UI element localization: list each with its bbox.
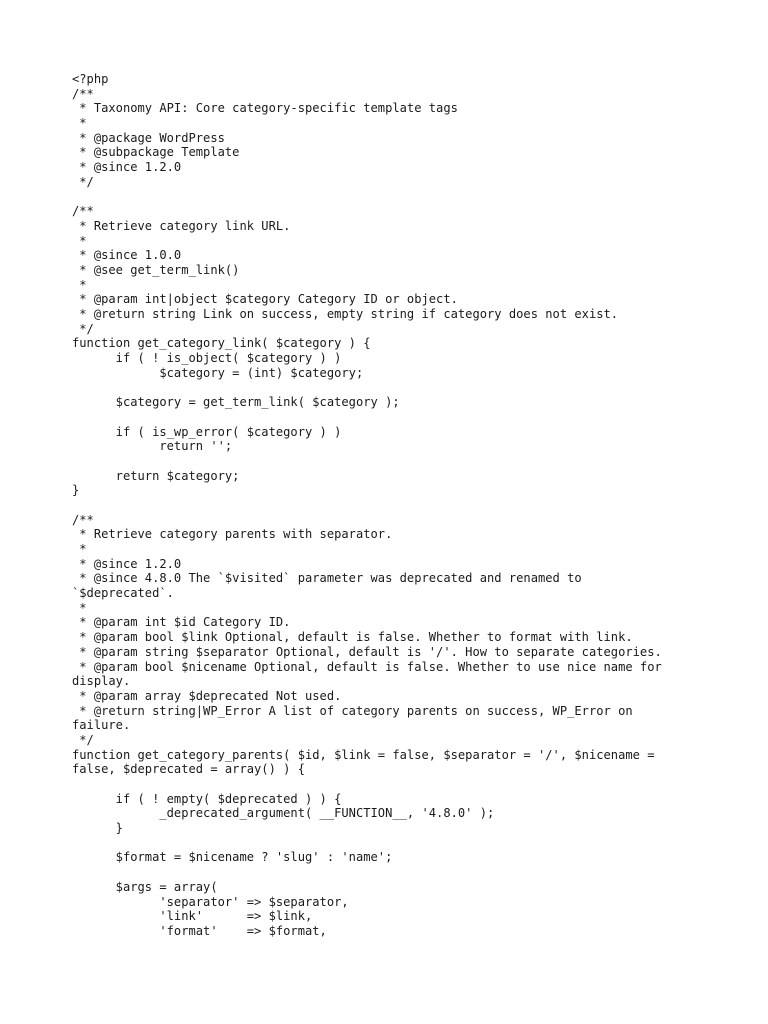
code-line: } (72, 483, 80, 498)
code-line: * @param bool $link Optional, default is false. Whether to format with link. (72, 630, 633, 645)
code-line (72, 498, 692, 513)
code-line: */ (72, 174, 94, 189)
code-line: return ''; (72, 439, 233, 454)
code-line: _deprecated_argument( __FUNCTION__, '4.8.0' ); (72, 806, 495, 821)
code-line: if ( ! empty( $deprecated ) ) { (72, 791, 342, 806)
code-line: $format = $nicename ? 'slug' : 'name'; (72, 850, 393, 865)
code-line: function get_category_link( $category ) { (72, 336, 371, 351)
code-line: * Retrieve category link URL. (72, 218, 291, 233)
code-line: */ (72, 321, 94, 336)
code-line: $category = (int) $category; (72, 365, 364, 380)
code-line: * @since 1.0.0 (72, 248, 182, 263)
code-listing (72, 72, 692, 939)
code-line: * @param string $separator Optional, default is '/'. How to separate categories. (72, 644, 662, 659)
code-line: `$deprecated`. (72, 586, 174, 601)
code-line: * (72, 542, 87, 556)
code-line: * @param array $deprecated Not used. (72, 688, 342, 703)
code-line: $args = array( (72, 879, 218, 894)
code-line: * (72, 233, 87, 248)
code-line: * Taxonomy API: Core category-specific template tags (72, 101, 458, 116)
code-line (72, 190, 692, 205)
code-line: if ( ! is_object( $category ) ) (72, 351, 342, 366)
code-line (72, 380, 692, 395)
code-line: return $category; (72, 468, 240, 483)
code-line: * (72, 600, 87, 615)
code-line: /** (72, 512, 94, 527)
code-line: * Retrieve category parents with separator. (72, 527, 393, 542)
code-line: * @param int|object $category Category ID or object. (72, 292, 458, 307)
code-line: $category = get_term_link( $category ); (72, 395, 400, 410)
code-line: * @param int $id Category ID. (72, 615, 291, 630)
code-line: * @return string Link on success, empty string if category does not exist. (72, 307, 619, 321)
code-line (72, 454, 692, 469)
code-line: * @package WordPress (72, 130, 225, 145)
code-line: * @param bool $nicename Optional, default is false. Whether to use nice name for (72, 659, 662, 674)
code-line: * (72, 277, 87, 292)
code-line: * (72, 116, 87, 131)
code-line: * @since 1.2.0 (72, 160, 182, 175)
code-line (72, 410, 692, 425)
code-line: failure. (72, 718, 131, 733)
code-line: * @see get_term_link() (72, 262, 240, 277)
code-line: * @since 1.2.0 (72, 556, 182, 571)
code-line: false, $deprecated = array() ) { (72, 762, 305, 777)
code-line: 'separator' => $separator, (72, 894, 349, 909)
code-line: */ (72, 732, 94, 747)
code-line (72, 865, 692, 880)
code-line: * @return string|WP_Error A list of category parents on success, WP_Error on (72, 703, 633, 718)
code-line: 'link' => $link, (72, 909, 313, 924)
code-line: if ( is_wp_error( $category ) ) (72, 424, 342, 439)
code-line: function get_category_parents( $id, $link = false, $separator = '/', $nicename = (72, 747, 655, 762)
code-line: display. (72, 674, 131, 689)
code-line (72, 836, 692, 851)
code-line: /** (72, 204, 94, 219)
code-line: * @subpackage Template (72, 145, 240, 160)
code-line (72, 777, 692, 792)
code-line: 'format' => $format, (72, 923, 327, 938)
code-line: } (72, 821, 123, 836)
code-line: * @since 4.8.0 The `$visited` parameter was deprecated and renamed to (72, 571, 582, 586)
code-line: /** (72, 86, 94, 101)
code-line: <?php (72, 72, 109, 86)
